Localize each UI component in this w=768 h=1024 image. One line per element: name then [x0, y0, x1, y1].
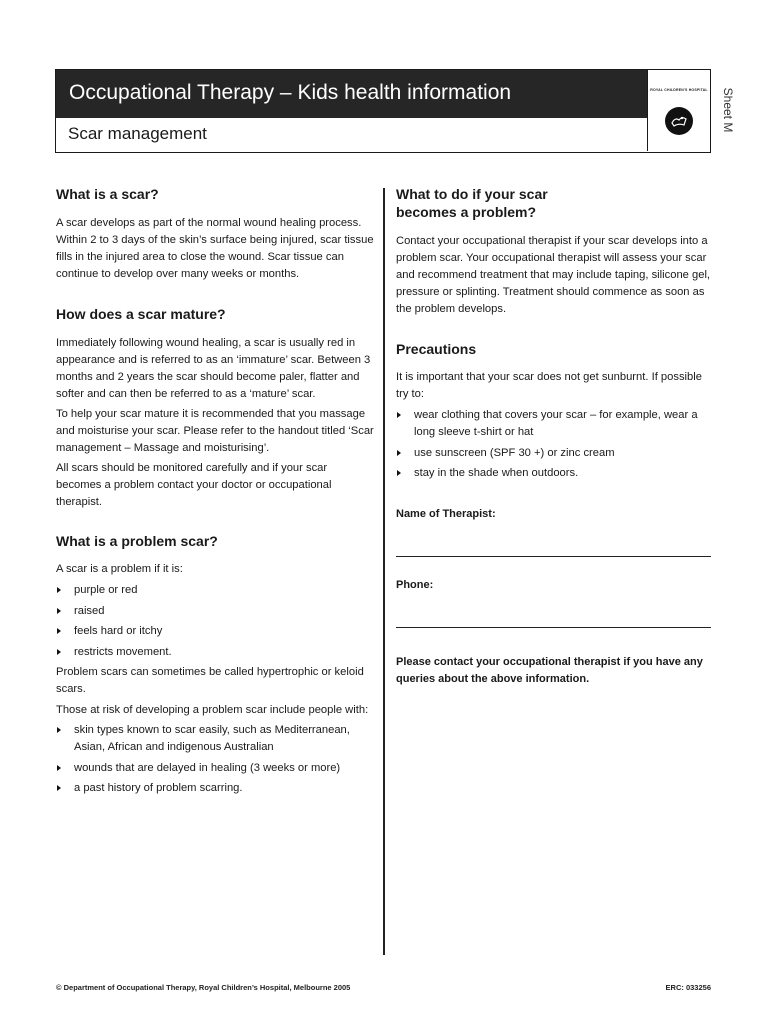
section-heading-problem-scar: What is a problem scar?	[56, 533, 218, 549]
precautions-list	[396, 407, 714, 482]
list-item: restricts movement.	[56, 644, 374, 661]
document-title	[69, 81, 511, 105]
problem-scar-definition: Problem scars can sometimes be called hypertrophic or keloid scars.	[56, 666, 364, 695]
header-box	[55, 69, 711, 153]
section-heading-precautions: Precautions	[396, 341, 477, 357]
section-heading-scar-mature: How does a scar mature?	[56, 306, 226, 322]
phone-field[interactable]	[396, 627, 711, 628]
section-heading-what-is-scar: What is a scar?	[56, 186, 159, 202]
list-item: stay in the shade when outdoors.	[396, 465, 714, 482]
risk-intro: Those at risk of developing a problem scar include people with:	[56, 704, 369, 716]
list-item: raised	[56, 603, 374, 620]
list-item: a past history of problem scarring.	[56, 780, 374, 797]
problem-scar-list	[56, 582, 374, 661]
footer-copyright: © Department of Occupational Therapy, Royal Children’s Hospital, Melbourne 2005	[56, 983, 351, 992]
scar-mature-paragraph-2: To help your scar mature it is recommended that you massage and moisturise your scar. Please refer to the handout titled ‘Scar management – Massage and moisturising’.	[56, 408, 374, 454]
therapist-name-field[interactable]	[396, 556, 711, 557]
logo-emblem-icon	[665, 107, 693, 135]
sheet-label: Sheet M	[721, 87, 735, 133]
problem-scar-intro: A scar is a problem if it is:	[56, 563, 183, 575]
list-item: wear clothing that covers your scar – for example, wear a long sleeve t-shirt or hat	[396, 407, 714, 441]
footer-code: ERC: 033256	[665, 983, 711, 992]
header-banner	[56, 70, 647, 118]
logo-text: ROYAL CHILDREN'S HOSPITAL	[650, 88, 708, 92]
title-separator: –	[274, 81, 298, 104]
hospital-logo	[647, 70, 710, 151]
therapist-name-label: Name of Therapist:	[396, 508, 496, 520]
column-divider	[383, 188, 385, 955]
risk-list	[56, 722, 374, 797]
scar-problem-action-text: Contact your occupational therapist if your scar develops into a problem scar. Your occupational therapist will assess your scar and recommend treatment that may include taping, silicone gel, pressure or splinting. Treatment should commence as soon as the problem develops.	[396, 235, 711, 315]
contact-note: Please contact your occupational therapist if you have any queries about the above information.	[396, 656, 703, 685]
phone-label: Phone:	[396, 579, 434, 591]
what-is-scar-text: A scar develops as part of the normal wound healing process. Within 2 to 3 days of the skin’s surface being injured, scar tissue fills in the injured area to close the wound. Scar tissue can continue to develop over many weeks or months.	[56, 217, 374, 280]
right-column	[396, 185, 714, 688]
document-subtitle: Scar management	[68, 124, 207, 143]
list-item: use sunscreen (SPF 30 +) or zinc cream	[396, 445, 714, 462]
list-item: purple or red	[56, 582, 374, 599]
precautions-intro: It is important that your scar does not get sunburnt. If possible try to:	[396, 371, 702, 400]
list-item: feels hard or itchy	[56, 623, 374, 640]
scar-mature-paragraph-3: All scars should be monitored carefully and if your scar becomes a problem contact your doctor or occupational therapist.	[56, 462, 332, 508]
section-heading-scar-problem-action: What to do if your scar becomes a problem?	[396, 186, 548, 220]
left-column	[56, 185, 374, 801]
list-item: skin types known to scar easily, such as Mediterranean, Asian, African and indigenous Australian	[56, 722, 374, 756]
list-item: wounds that are delayed in healing (3 weeks or more)	[56, 760, 374, 777]
title-main: Occupational Therapy	[69, 81, 275, 104]
title-sub: Kids health information	[297, 81, 512, 104]
scar-mature-paragraph-1: Immediately following wound healing, a scar is usually red in appearance and is referred to as an ‘immature’ scar. Between 3 months and 2 years the scar should become paler, flatter and softer and can then be referred to as a ‘mature’ scar.	[56, 337, 371, 400]
